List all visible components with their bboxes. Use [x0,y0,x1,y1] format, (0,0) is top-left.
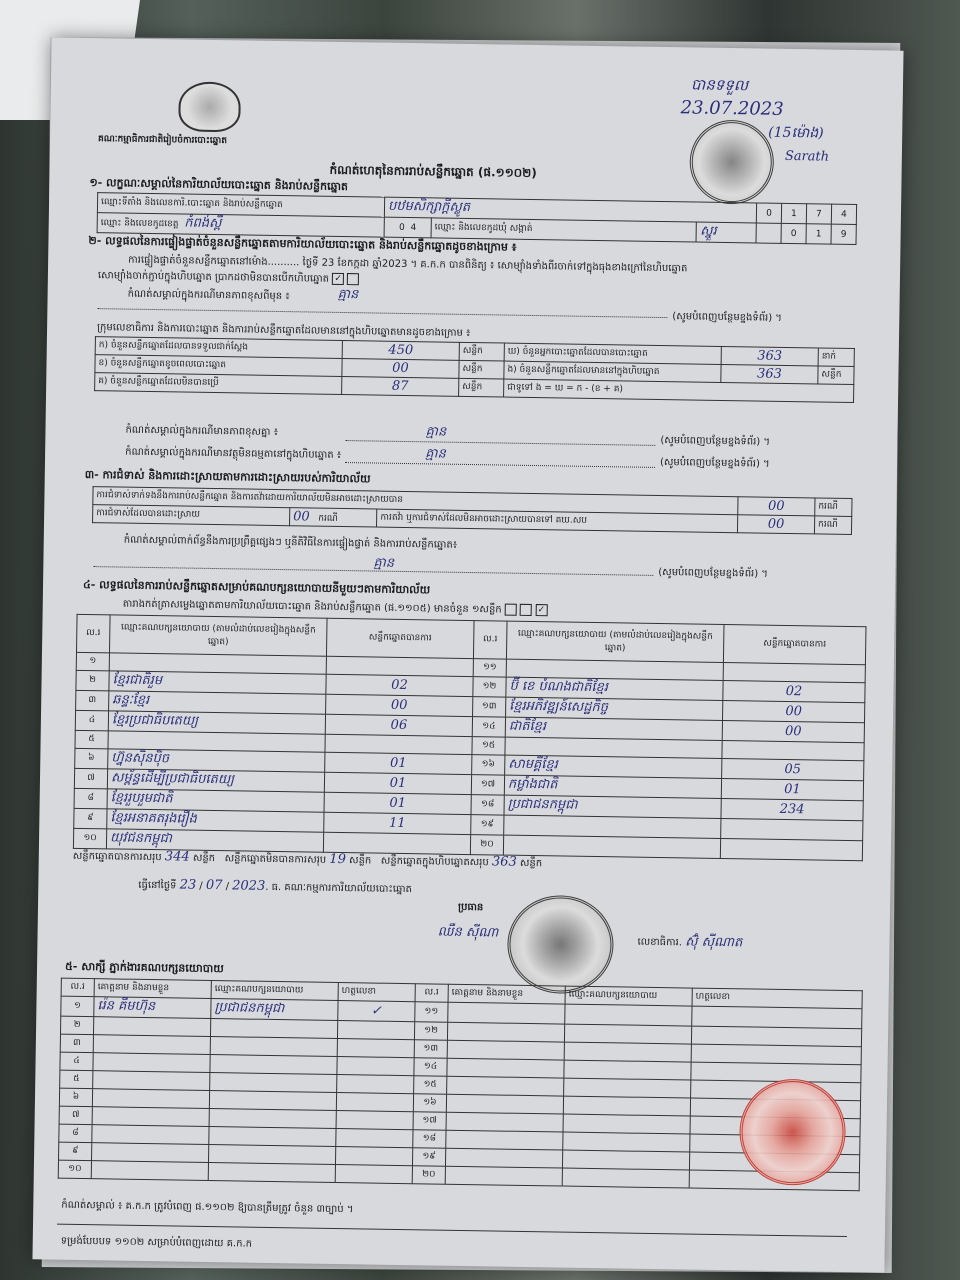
agent-name [447,1058,564,1078]
commission-name: គណៈកម្មាធិការជាតិរៀបចំការបោះឆ្នោត [97,134,228,147]
agent-party [210,1019,337,1039]
party-votes: 02 [723,681,865,703]
row-no: ៧ [74,768,107,789]
row-no: ១០ [73,828,106,849]
party-name: យុវជនកម្ពុជា [106,829,323,852]
count-d-value: 363 [721,346,818,366]
agent-row-no: ៨ [59,1124,92,1143]
agent-name [92,1089,209,1109]
agent-row-no: ១១ [415,1002,448,1023]
party-votes: 11 [324,812,471,834]
party-votes: 01 [325,752,472,774]
date-year: 2023 [232,878,266,894]
agent-name [93,1035,210,1055]
footnote: កំណត់សម្គាល់ ៖ គ.ក.ក ត្រូវបំពេញ ផ.១១០២ ឱ្យបានត្រឹមត្រូវ ចំនួន ៣ច្បាប់ ។ [61,1199,354,1216]
party-votes [721,818,863,840]
agent-signature [336,1110,413,1129]
agent-row-no: ៦ [59,1088,92,1107]
form-page [32,37,903,1272]
row-no: ៤ [75,710,108,731]
agent-row-no: ៣ [60,1034,93,1053]
agent-row-no: ១០ [58,1160,91,1179]
count-b-label: ខ) ចំនួនសន្លឹកឆ្នោតខូចពេលបោះឆ្នោត [95,355,342,377]
agent-party [564,1078,691,1098]
total-box-unit: សន្លឹក [519,857,543,870]
row-no: ១៨ [471,795,504,816]
remark1-value: គ្មាន [337,286,359,303]
party-name: សម្ព័ន្ធដើម្បីប្រជាធិបតេយ្យ [107,769,324,792]
agent-name [446,1112,563,1132]
agent-party [564,1042,691,1062]
chief-signature: ឈឺន ស៊ីណា [437,924,499,941]
agent-party [563,1096,690,1116]
date-day: 23 [179,877,197,893]
complaints-row2b-label: ការតវ៉ា ឬការជំទាស់ដែលមិនអាចដោះស្រាយបានទៅ គឃ.សប [377,509,738,533]
agent-row-no: ៩ [59,1142,92,1161]
complaints-row2-label: ការជំទាស់ដែលបានដោះស្រាយ [93,505,290,526]
section4-title: ៤- លទ្ធផលនៃការរាប់សន្លឹកឆ្នោតសម្រាប់គណបក្សនយោបាយនីមួយៗតាមការិយាល័យ [82,577,431,597]
agent-row-no: ៥ [60,1070,93,1089]
office-seal [507,895,615,995]
agent-row-no: ១៩ [412,1148,445,1167]
col-party-left: ឈ្មោះគណបក្សនយោបាយ (តាមលំដាប់លេខរៀងក្នុងសន្លឹកឆ្នោត) [109,615,327,656]
polling-station-value: បឋមសិក្សាក្ដីស្លូត [384,197,756,223]
agent-name [92,1107,209,1127]
agent-name [448,1002,565,1024]
agents-col-name-right: គោត្តនាម និងនាមខ្លួន [448,984,565,1004]
agent-party [565,1004,692,1026]
count-formula: ជាទូទៅ ង = ឃ = ក - (ខ + គ) [504,379,854,402]
section1-title: ១- លក្ខណៈសម្គាល់នៃការិយាល័យបោះឆ្នោត និងរាប់សន្លឹកឆ្នោត [89,175,349,194]
agent-row-no: ៤ [60,1052,93,1071]
col-no-left: ល.រ [76,614,110,653]
complaints-row1-label: ការជំទាស់ទាក់ទងនឹងការរាប់សន្លឹកឆ្នោត និងការតវ៉ាដោយការិយាល័យមិនអាចដោះស្រាយបាន [93,487,738,515]
commune-value: ស្នួរ [696,222,756,243]
received-time: (15ម៉ោង) [768,124,824,142]
agent-name [92,1125,209,1145]
party-votes [325,734,472,754]
row-no: ២ [76,670,109,691]
agent-name [91,1161,208,1181]
station-digit-3: 7 [806,204,831,224]
agent-party [209,1090,336,1110]
party-name: ហ្វ៊ុនស៊ិនប៉ិច [108,749,325,772]
complaints-row1-value: 00 [738,497,815,516]
nec-emblem [178,81,241,132]
bullet1-value: គ្មាន [425,424,447,440]
agent-row-no: ១២ [414,1022,447,1041]
agent-name [92,1143,209,1163]
party-votes: 01 [324,772,471,794]
bullet2-note: (សូមបំពេញបន្ថែមខ្នងទំព័រ) ។ [659,456,770,470]
party-name: ប៊ី ខេ បំណងជាតិខ្មែរ [506,677,723,700]
party-name: ខ្មែរអភិវឌ្ឍន៍សេដ្ឋកិច្ច [506,697,723,720]
agent-signature [692,1006,862,1029]
agent-party: ប្រជាជនកម្ពុជា [211,999,338,1021]
agent-row-no: ១៨ [413,1130,446,1149]
agent-party [208,1162,335,1182]
commune-label: ឈ្មោះ និងលេខកូដឃុំ សង្កាត់ [431,218,697,242]
party-name: ខ្មែរប្រជាធិបតេយ្យ [108,711,325,734]
row-no: ១៥ [472,737,505,756]
agent-party [210,1037,337,1057]
agent-name [445,1148,562,1168]
agents-table [58,978,863,1192]
commune-code-3: 9 [831,224,856,244]
agent-party [208,1144,335,1164]
received-signature: Sarath [784,148,830,165]
agents-col-sign-left: ហត្ថលេខា [338,983,415,1002]
agent-name [93,1071,210,1091]
party-name: ឆន្ទៈខ្មែរ [109,691,326,714]
agent-signature [337,1038,414,1057]
party-votes: 00 [723,701,865,723]
count-b-unit: សន្លឹក [459,360,504,379]
agent-row-no: ២ [60,1016,93,1035]
station-digit-4: 4 [831,204,856,224]
province-code [384,217,431,238]
agent-signature [336,1092,413,1111]
party-name: ប្រជាជនកម្ពុជា [504,795,721,818]
agent-party [209,1108,336,1128]
agent-name [447,1040,564,1060]
section2-line2 [98,268,360,287]
agent-signature [337,1020,414,1039]
party-votes [723,663,865,683]
col-party-right: ឈ្មោះគណបក្សនយោបាយ (តាមលំដាប់លេខរៀងក្នុងសន្លឹកឆ្នោត) [506,621,724,662]
party-name: ជាតិខ្មែរ [505,717,722,740]
agent-row-no: ១៤ [414,1058,447,1077]
agent-row-no: ២០ [412,1166,445,1185]
col-votes-left: សន្លឹកឆ្នោតបានការ [326,618,474,658]
col-no-right: ល.រ [473,621,507,660]
bullet1-note: (សូមបំពេញបន្ថែមខ្នងទំព័រ) ។ [660,434,771,448]
province-value: កំពង់ស្ពឺ [184,215,222,232]
agent-name [446,1130,563,1150]
row-no: ៨ [74,788,107,809]
sheet-check-1[interactable] [505,604,517,616]
date-row: ធ្វើនៅថ្ងៃទី 23 / 07 / 2023. ធ. គណៈកម្មការការិយាល័យបោះឆ្នោត [138,877,412,896]
agent-row-no: ១៣ [414,1040,447,1059]
agents-col-no-right: ល.រ [415,984,448,1003]
agent-signature [336,1128,413,1147]
bullet1-label: កំណត់សម្គាល់ក្នុងករណីមានភាពខុសគ្នា ៖ [125,424,279,438]
party-votes [720,838,862,860]
party-name: ខ្មែរអនាគតរុងរឿង [107,809,324,832]
signers-label: ធ. គណៈកម្មការការិយាល័យបោះឆ្នោត [271,881,412,896]
total-box-label: សន្លឹកឆ្នោតក្នុងហិបឆ្នោតសរុប [380,855,489,869]
row-no: ១១ [473,659,506,678]
agents-col-sign-right: ហត្ថលេខា [692,988,862,1009]
section4-subline-text: តារាងកត់ត្រាសម្លេងឆ្នោតតាមការិយាល័យបោះឆ្នោត និងរាប់សន្លឹកឆ្នោត (ផ.១១០៥) មានចំនួន ១សន្លឹក [122,598,502,616]
row-no: ១៤ [472,717,505,738]
agents-col-party-right: ឈ្មោះគណបក្សនយោបាយ [565,986,692,1006]
ballot-count-table [94,336,855,403]
complaints-row2-unit: ករណី [318,513,338,524]
sheet-check-3[interactable]: ✓ [535,604,547,616]
count-a-value: 450 [342,340,459,360]
section2-line3: ក្រុមលេខាធិការ និងការបោះឆ្នោត និងការរាប់សន្លឹកឆ្នោតដែលមាននៅក្នុងហិបឆ្នោតមានដូចខាងក្រោម ៖ [97,322,471,339]
section3-remark-value: គ្មាន [373,555,395,571]
commune-seal [689,119,774,204]
party-name: ខ្មែរជាតិរួម [109,671,326,694]
total-box-value: 363 [491,854,517,870]
bullet2-label: កំណត់សម្គាល់ក្នុងករណីមានវត្ថុមិនធម្មតានៅក្នុងហិបឆ្នោត ៖ [125,446,342,461]
agent-party [562,1150,689,1170]
row-no: ៦ [75,748,108,769]
count-a-unit: សន្លឹក [459,342,504,361]
total-valid-value: 344 [164,849,190,865]
commune-code-2: 1 [806,224,831,244]
agent-party [210,1054,337,1074]
remark1-label: កំណត់សម្គាល់ក្នុងករណីមានភាពខុសពីមុន ៖ [127,288,290,303]
chief-label: ប្រធាន [457,901,484,914]
agent-party [563,1132,690,1152]
province-code-1: 0 [399,222,405,233]
section3-remark-label: កំណត់សម្គាល់ពាក់ព័ន្ធនឹងការប្រព្រឹត្តផ្សេងៗ ឬនីតិវិធីនៃការផ្ទៀងផ្ទាត់ និងការរាប់សន្លឹកឆ្នោត៖ [123,534,458,551]
form-title: កំណត់ហេតុនៃការរាប់សន្លឹកឆ្នោត (ផ.១១០២) [329,162,537,181]
agent-row-no: ១៥ [414,1076,447,1095]
count-c-unit: សន្លឹក [459,378,504,397]
total-invalid-value: 19 [329,851,347,868]
count-c-value: 87 [342,376,459,396]
agent-row-no: ១៦ [413,1094,446,1113]
ballot-check-no[interactable] [347,273,359,285]
agent-signature [335,1164,412,1183]
section2-line2-text: សោម្យ៉ាំងចាក់ភ្ជាប់ក្នុងហិបឆ្នោត ប្រាកដថាមិនបានបើកហិបឆ្នោត [97,270,330,285]
complaints-row2b-unit: ករណី [814,516,851,535]
secretary-name: ស៊ុំ ស៊ីណាត [685,934,743,951]
section5-title: ៥- សាក្សី ភ្នាក់ងារគណបក្សនយោបាយ [64,959,224,976]
agent-party [209,1126,336,1146]
section2-title: ២- លទ្ធផលនៃការផ្ទៀងផ្ទាត់ចំនួនសន្លឹកឆ្នោតតាមការិយាល័យបោះឆ្នោត និងរាប់សន្លឹកឆ្នោតដូចខាងក្រោម ៖ [88,233,517,254]
complaints-table [92,486,852,535]
agent-signature [337,1056,414,1075]
agent-row-no: ១៧ [413,1112,446,1131]
received-date: 23.07.2023 [680,97,784,120]
party-votes [326,656,473,676]
agent-row-no: ៧ [59,1106,92,1125]
section2-line1: ការផ្ទៀងផ្ទាត់ចំនួនសន្លឹកឆ្នោតនៅម៉ោង.......... ថ្ងៃទី 23 ខែកក្កដា ឆ្នាំ2023 ។ គ.ក.ក បានពិនិត្យ ៖ សោម្យ៉ាំងទាំងពីរចាក់ទៅក្នុងធុងខាងក្រៅនៃហិបឆ្នោត [128,254,688,275]
received-label: បានទទួល [690,75,749,95]
count-d-unit: នាក់ [818,348,854,367]
party-votes: 00 [326,694,473,716]
row-no: ១៦ [472,755,505,776]
row-no: ១៩ [471,815,504,836]
total-invalid-label: សន្លឹកឆ្នោតមិនបានការសរុប [224,853,327,866]
count-e-value: 363 [721,364,818,384]
commune-code-1: 0 [781,223,806,243]
agent-signature [335,1146,412,1165]
date-label: ធ្វើនៅថ្ងៃទី [138,879,177,892]
complaints-row2b-value: 00 [737,515,814,534]
secretary-label: លេខាធិការ. [637,936,686,949]
party-name: សាមគ្គីខ្មែរ [505,755,722,778]
agent-party [210,1072,337,1092]
ballot-check-yes[interactable]: ✓ [332,273,344,285]
party-votes: 00 [722,721,864,743]
complaints-row1-unit: ករណី [815,498,852,517]
complaints-row2-value: 00 [293,508,310,524]
row-no: ៩ [74,808,107,829]
province-code-2: 4 [410,222,417,233]
station-digit-1: 0 [756,203,781,223]
total-valid-label: សន្លឹកឆ្នោតបានការសរុប [72,850,162,864]
agent-name [447,1022,564,1042]
row-no: ១២ [473,677,506,698]
row-no: ៣ [76,690,109,711]
row-no: ១៧ [471,775,504,796]
agent-name [447,1076,564,1096]
agent-name [445,1166,562,1186]
agent-name [93,1053,210,1073]
remark1-note: (សូមបំពេញបន្ថែមខ្នងទំព័រ) ។ [672,311,783,324]
province-label: ឈ្មោះ និងលេខកូដខេត្ត [100,218,179,230]
count-a-label: ក) ចំនួនសន្លឹកឆ្នោតដែលបានទទួលជាក់ស្តែង [95,337,342,359]
section3-remark-note: (សូមបំពេញបន្ថែមខ្នងទំព័រ) ។ [658,566,769,580]
total-invalid-unit: សន្លឹក [348,855,372,867]
row-no: ១ [76,652,109,671]
count-d-label: ឃ) ចំនួនអ្នកបោះឆ្នោតដែលបានបោះឆ្នោត [504,343,721,364]
agent-row-no: ១ [61,996,94,1017]
agent-name [446,1094,563,1114]
agents-col-name-left: គោត្តនាម និងនាមខ្លួន [94,979,211,999]
form-footer: ទម្រង់បែបបទ ១១០២ សម្រាប់បំពេញដោយ គ.ក.ក [60,1235,253,1250]
agents-col-party-left: ឈ្មោះគណបក្សនយោបាយ [211,981,338,1001]
agent-party [563,1114,690,1134]
agent-name [93,1017,210,1037]
party-votes: 234 [721,798,863,820]
count-c-label: គ) ចំនួនសន្លឹកឆ្នោតដែលមិនបានប្រើ [95,373,342,395]
row-no: ៥ [75,730,108,749]
party-name: ខ្មែររួបរួមជាតិ [107,789,324,812]
count-b-value: 00 [342,358,459,378]
agent-signature: ✓ [338,1001,415,1022]
total-valid-unit: សន្លឹក [192,852,216,865]
sheet-check-2[interactable] [520,604,532,616]
party-votes: 01 [721,778,863,800]
party-name: កម្លាំងជាតិ [504,775,721,798]
agent-party [564,1024,691,1044]
agent-party [562,1168,689,1188]
row-no: ២០ [470,835,503,856]
agent-signature [337,1074,414,1093]
count-e-label: ង) ចំនួនសន្លឹកឆ្នោតដែលមាននៅក្នុងហិបឆ្នោត [504,361,721,382]
agent-party [564,1060,691,1080]
agent-name: រ៉េន គឹមហ៊ុន [94,997,211,1019]
row-no: ១៣ [473,697,506,718]
party-votes [722,741,864,761]
party-votes: 05 [722,759,864,781]
count-e-unit: សន្លឹក [818,366,854,385]
col-votes-right: សន្លឹកឆ្នោតបានការ [723,625,866,665]
party-votes: 06 [325,714,472,736]
secretary-row [637,933,742,954]
agents-col-no-left: ល.រ [61,978,94,997]
party-votes: 01 [324,792,471,814]
date-month: 07 [205,877,223,894]
party-votes: 02 [326,674,473,696]
station-digit-2: 1 [781,203,806,223]
section3-title: ៣- ការជំទាស់ និងការដោះស្រាយតាមការដោះស្រាយរបស់ការិយាល័យ [84,467,371,486]
bullet2-value: គ្មាន [425,446,446,462]
polling-station-label: ឈ្មោះទីតាំង និងលេខការិ.បោះឆ្នោត និងរាប់សន្លឹកឆ្នោត [97,193,384,218]
